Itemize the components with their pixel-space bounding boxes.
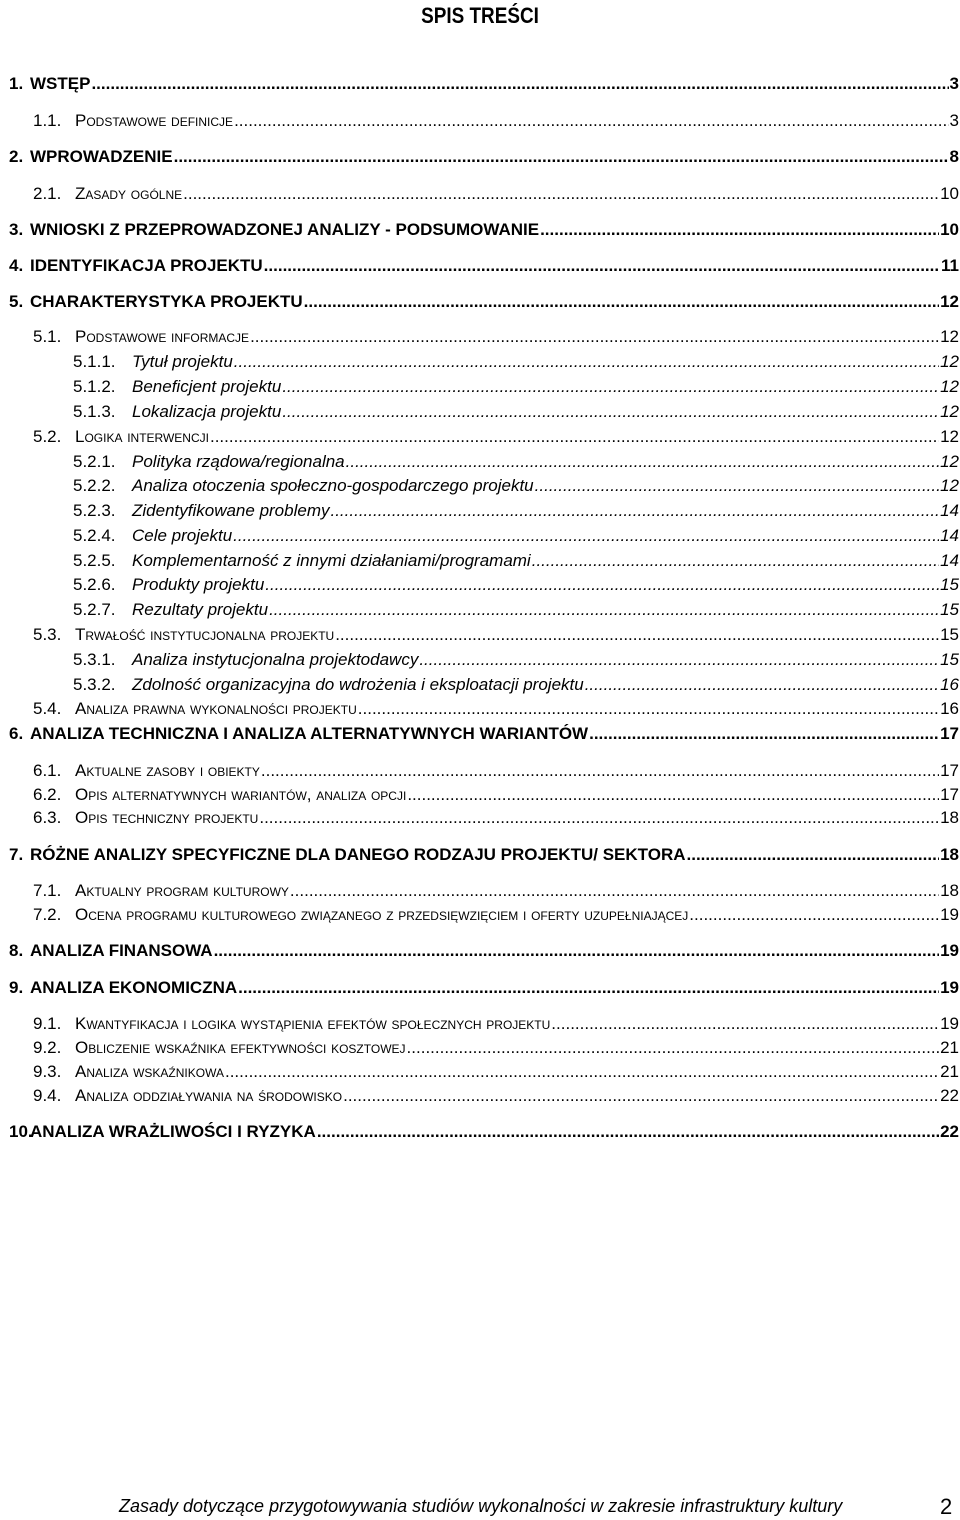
toc-number: 6.2. — [33, 785, 62, 804]
toc-page: 12 — [940, 402, 959, 421]
toc-leader — [214, 939, 940, 963]
toc-title: Komplementarność z innymi działaniami/programami — [132, 551, 531, 570]
toc-page: 19 — [940, 905, 959, 924]
toc-number: 8. — [9, 941, 24, 960]
toc-number: 5.3.1. — [73, 650, 116, 669]
toc-number: 3. — [9, 220, 24, 239]
toc-entry[interactable] — [9, 72, 959, 96]
toc-entry[interactable] — [9, 1036, 959, 1060]
toc-number: 1.1. — [33, 111, 62, 130]
toc-page: 12 — [940, 452, 959, 471]
toc-entry[interactable] — [9, 375, 959, 399]
toc-page: 19 — [940, 941, 959, 960]
toc-leader — [407, 1036, 940, 1060]
toc-number: 7.1. — [33, 881, 62, 900]
toc-number: 9.2. — [33, 1038, 62, 1057]
toc-title: Ocena programu kulturowego związanego z przedsięwzięciem i oferty uzupełniającej — [75, 905, 689, 924]
toc-title: Aktualny program kulturowy — [75, 881, 289, 900]
toc-leader — [551, 1012, 939, 1036]
toc-number: 7.2. — [33, 905, 62, 924]
toc-entry[interactable] — [9, 1120, 959, 1144]
toc-title: Opis techniczny projektu — [75, 808, 259, 827]
toc-entry[interactable] — [9, 524, 959, 548]
toc-leader — [282, 400, 939, 424]
toc-page: 12 — [940, 352, 959, 371]
toc-number: 5.1.1. — [73, 352, 116, 371]
toc-leader — [259, 806, 939, 830]
toc-leader — [225, 1060, 939, 1084]
toc-number: 2.1. — [33, 184, 62, 203]
toc-leader — [282, 375, 939, 399]
toc-entry[interactable] — [9, 474, 959, 498]
toc-leader — [91, 72, 948, 96]
toc-page: 22 — [940, 1086, 959, 1105]
toc-entry[interactable] — [9, 783, 959, 807]
page-title: SPIS TREŚCI — [421, 3, 539, 28]
toc-title: Cele projektu — [132, 526, 233, 545]
toc-number: 5. — [9, 292, 24, 311]
toc-leader — [261, 759, 939, 783]
toc-page: 17 — [940, 761, 959, 780]
footer-text: Zasady dotyczące przygotowywania studiów wykonalności w zakresie infrastruktury kultury — [119, 1496, 843, 1516]
toc-entry[interactable] — [9, 843, 959, 867]
toc-page: 19 — [940, 1014, 959, 1033]
toc-leader — [585, 673, 939, 697]
toc-title: Rezultaty projektu — [132, 600, 269, 619]
toc-number: 5.3. — [33, 625, 62, 644]
toc-entry[interactable] — [9, 879, 959, 903]
toc-title: ANALIZA EKONOMICZNA — [30, 978, 238, 997]
toc-page: 12 — [940, 327, 959, 346]
toc-number: 5.1.3. — [73, 402, 116, 421]
toc-leader — [532, 549, 939, 573]
toc-entry[interactable] — [9, 290, 959, 314]
toc-title: Trwałość instytucjonalna projektu — [75, 625, 335, 644]
toc-page: 3 — [949, 111, 959, 130]
toc-leader — [269, 598, 939, 622]
toc-leader — [290, 879, 939, 903]
toc-leader — [210, 425, 939, 449]
toc-page: 18 — [940, 881, 959, 900]
toc-page: 12 — [940, 377, 959, 396]
toc-page: 15 — [940, 600, 959, 619]
toc-leader — [238, 976, 939, 1000]
toc-number: 10. — [9, 1122, 33, 1141]
toc-leader — [234, 350, 939, 374]
toc-leader — [174, 145, 949, 169]
toc-title: WPROWADZENIE — [30, 147, 173, 166]
toc-leader — [689, 903, 939, 927]
toc-entry[interactable] — [9, 939, 959, 963]
toc-page: 14 — [940, 501, 959, 520]
toc-page: 14 — [940, 526, 959, 545]
toc-page: 18 — [940, 808, 959, 827]
toc-entry[interactable] — [9, 254, 959, 278]
toc-number: 5.3.2. — [73, 675, 116, 694]
toc-entry[interactable] — [9, 182, 959, 206]
toc-number: 5.2.2. — [73, 476, 116, 495]
toc-entry[interactable] — [9, 976, 959, 1000]
toc-page: 10 — [940, 184, 959, 203]
toc-title: Opis alternatywnych wariantów, analiza opcji — [75, 785, 407, 804]
toc-number: 5.2.6. — [73, 575, 116, 594]
footer-page-number: 2 — [940, 1494, 953, 1519]
toc-entry[interactable] — [9, 903, 959, 927]
toc-number: 7. — [9, 845, 24, 864]
toc-number: 2. — [9, 147, 24, 166]
toc-number: 9.4. — [33, 1086, 62, 1105]
toc-title: CHARAKTERYSTYKA PROJEKTU — [30, 292, 303, 311]
toc-title: Obliczenie wskaźnika efektywności kosztowej — [75, 1038, 406, 1057]
toc-entry[interactable] — [9, 573, 959, 597]
toc-entry[interactable] — [9, 598, 959, 622]
toc-page: 22 — [940, 1122, 959, 1141]
toc-title: Logika interwencji — [75, 427, 209, 446]
toc-leader — [407, 783, 939, 807]
toc-page: 21 — [940, 1038, 959, 1057]
toc-entry[interactable] — [9, 549, 959, 573]
toc-number: 9.1. — [33, 1014, 62, 1033]
toc-title: Zasady ogólne — [75, 184, 183, 203]
toc-leader — [265, 573, 939, 597]
toc-title: Podstawowe informacje — [75, 327, 250, 346]
toc-title: ANALIZA TECHNICZNA I ANALIZA ALTERNATYWNYCH WARIANTÓW — [30, 724, 589, 743]
toc-number: 9.3. — [33, 1062, 62, 1081]
toc-number: 6. — [9, 724, 24, 743]
toc-entry[interactable] — [9, 806, 959, 830]
toc-leader — [234, 109, 948, 133]
toc-entry[interactable] — [9, 1012, 959, 1036]
toc-leader — [250, 325, 939, 349]
toc-number: 6.1. — [33, 761, 62, 780]
toc-number: 5.1. — [33, 327, 62, 346]
toc-leader — [589, 722, 939, 746]
toc-number: 9. — [9, 978, 24, 997]
toc-entry[interactable] — [9, 1084, 959, 1108]
toc-page: 15 — [940, 650, 959, 669]
toc-title: WNIOSKI Z PRZEPROWADZONEJ ANALIZY - PODSUMOWANIE — [30, 220, 540, 239]
toc-title: ANALIZA FINANSOWA — [30, 941, 213, 960]
toc-page: 12 — [940, 292, 959, 311]
toc-leader — [317, 1120, 939, 1144]
toc-title: ANALIZA WRAŻLIWOŚCI I RYZYKA — [30, 1122, 316, 1141]
toc-page: 19 — [940, 978, 959, 997]
toc-page: 3 — [949, 74, 959, 93]
toc-title: IDENTYFIKACJA PROJEKTU — [30, 256, 263, 275]
toc-title: Zidentyfikowane problemy — [132, 501, 330, 520]
toc-number: 5.2. — [33, 427, 62, 446]
toc-title: RÓŻNE ANALIZY SPECYFICZNE DLA DANEGO RODZAJU PROJEKTU/ SEKTORA — [30, 845, 686, 864]
toc-page: 15 — [940, 575, 959, 594]
toc-title: WSTĘP — [30, 74, 91, 93]
toc-leader — [183, 182, 939, 206]
toc-page: 17 — [940, 785, 959, 804]
toc-entry[interactable] — [9, 1060, 959, 1084]
toc-page: 16 — [940, 699, 959, 718]
toc-entry[interactable] — [9, 499, 959, 523]
toc-title: Beneficjent projektu — [132, 377, 282, 396]
toc-number: 4. — [9, 256, 24, 275]
toc-entry[interactable] — [9, 697, 959, 721]
toc-title: Produkty projektu — [132, 575, 265, 594]
toc-page: 12 — [940, 427, 959, 446]
toc-number: 5.2.1. — [73, 452, 116, 471]
toc-title: Aktualne zasoby i obiekty — [75, 761, 260, 780]
toc-number: 5.2.5. — [73, 551, 116, 570]
toc-entry[interactable] — [9, 623, 959, 647]
toc-page: 21 — [940, 1062, 959, 1081]
toc-number: 5.1.2. — [73, 377, 116, 396]
toc-page: 11 — [941, 256, 959, 275]
toc-leader — [343, 1084, 939, 1108]
toc-entry[interactable] — [9, 450, 959, 474]
toc-title: Podstawowe definicje — [75, 111, 234, 130]
toc-leader — [419, 648, 939, 672]
toc-leader — [358, 697, 939, 721]
toc-title: Analiza wskaźnikowa — [75, 1062, 224, 1081]
toc-number: 1. — [9, 74, 24, 93]
toc-leader — [233, 524, 939, 548]
toc-number: 5.2.7. — [73, 600, 116, 619]
toc-leader — [304, 290, 939, 314]
toc-title: Analiza instytucjonalna projektodawcy — [132, 650, 419, 669]
toc-entry[interactable] — [9, 722, 959, 746]
toc-leader — [330, 499, 939, 523]
toc-title: Tytuł projektu — [132, 352, 233, 371]
toc-leader — [346, 450, 939, 474]
toc-number: 5.2.3. — [73, 501, 116, 520]
toc-entry[interactable] — [9, 425, 959, 449]
toc-entry[interactable] — [9, 218, 959, 242]
toc-title: Zdolność organizacyjna do wdrożenia i eksploatacji projektu — [132, 675, 584, 694]
toc-entry[interactable] — [9, 400, 959, 424]
toc-entry[interactable] — [9, 648, 959, 672]
toc-page: 8 — [949, 147, 959, 166]
toc-entry[interactable] — [9, 673, 959, 697]
toc-number: 5.2.4. — [73, 526, 116, 545]
toc-leader — [335, 623, 939, 647]
toc-title: Kwantyfikacja i logika wystąpienia efektów społecznych projektu — [75, 1014, 551, 1033]
toc-leader — [687, 843, 940, 867]
toc-page: 10 — [940, 220, 959, 239]
toc-entry[interactable] — [9, 325, 959, 349]
toc-page: 14 — [940, 551, 959, 570]
toc-number: 5.4. — [33, 699, 62, 718]
toc-number: 6.3. — [33, 808, 62, 827]
toc-page: 12 — [940, 476, 959, 495]
toc-title: Analiza oddziaływania na środowisko — [75, 1086, 343, 1105]
toc-page: 15 — [940, 625, 959, 644]
toc-title: Analiza prawna wykonalności projektu — [75, 699, 357, 718]
toc-page: 17 — [940, 724, 959, 743]
toc-page: 16 — [940, 675, 959, 694]
toc-title: Polityka rządowa/regionalna — [132, 452, 345, 471]
toc-leader — [535, 474, 939, 498]
toc-leader — [264, 254, 940, 278]
toc-title: Analiza otoczenia społeczno-gospodarczego projektu — [132, 476, 534, 495]
toc-entry[interactable] — [9, 759, 959, 783]
toc-title: Lokalizacja projektu — [132, 402, 282, 421]
toc-entry[interactable] — [9, 109, 959, 133]
toc-entry[interactable] — [9, 145, 959, 169]
toc-leader — [540, 218, 939, 242]
toc-page: 18 — [940, 845, 959, 864]
toc-entry[interactable] — [9, 350, 959, 374]
table-of-contents — [9, 0, 959, 1150]
